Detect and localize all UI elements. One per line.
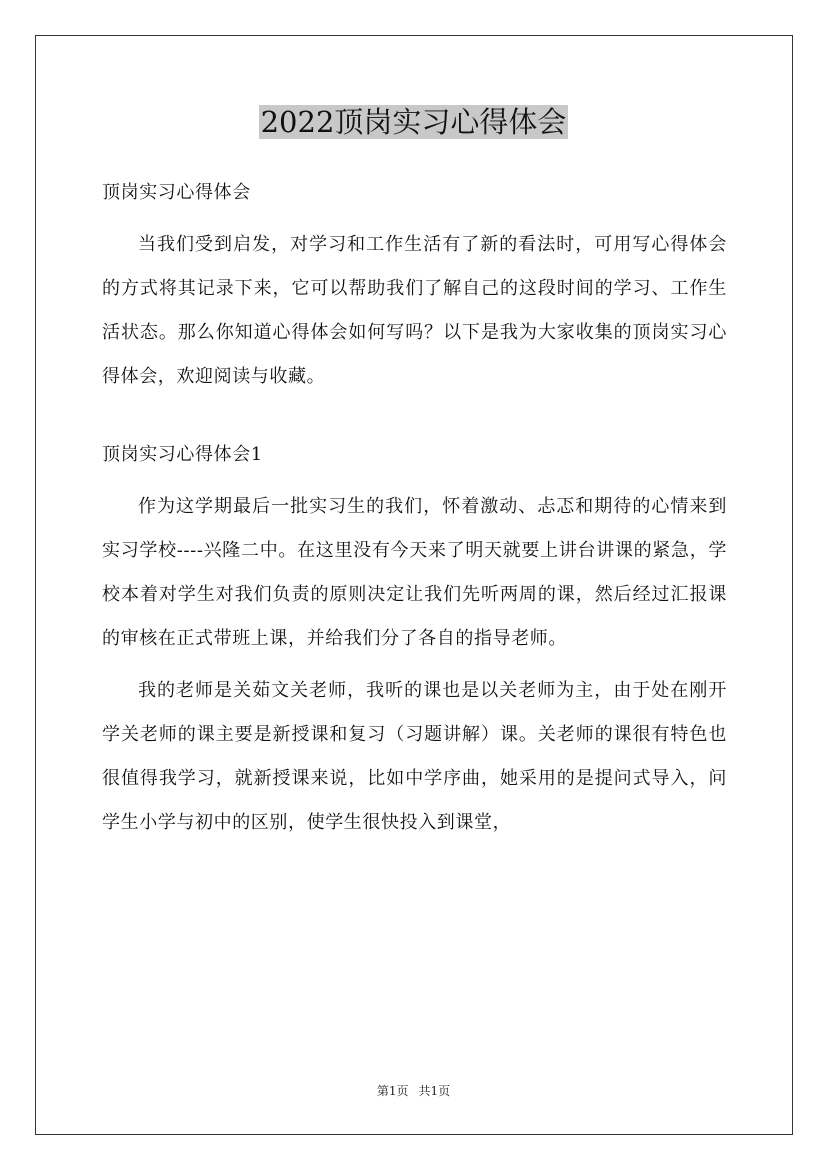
page-number-current: 第1页: [376, 1084, 409, 1098]
section1-paragraph-1: 作为这学期最后一批实习生的我们，怀着激动、忐忑和期待的心情来到实习学校----兴隆二中。在这里没有今天来了明天就要上讲台讲课的紧急，学校本着对学生对我们负责的原则决定让我们先听两周的课，然后经过汇报课的审核在正式带班上课，并给我们分了各自的指导老师。: [102, 496, 727, 649]
intro-paragraph: 当我们受到启发，对学习和工作生活有了新的看法时，可用写心得体会的方式将其记录下来，它可以帮助我们了解自己的这段时间的学习、工作生活状态。那么你知道心得体会如何写吗？以下是我为大家收集的顶岗实习心得体会，欢迎阅读与收藏。: [102, 234, 727, 387]
page-number-total: 共1页: [418, 1084, 451, 1098]
document-title: [0, 101, 827, 143]
page-footer: [0, 1082, 827, 1100]
spacer: [102, 399, 727, 433]
intro-heading: 顶岗实习心得体会: [102, 182, 251, 203]
document-title-text: 2022顶岗实习心得体会: [260, 105, 567, 139]
document-body: [102, 171, 727, 845]
section1-paragraph-2: 我的老师是关茹文关老师，我听的课也是以关老师为主，由于处在刚开学关老师的课主要是新授课和复习（习题讲解）课。关老师的课很有特色也很值得我学习，就新授课来说，比如中学序曲，她采用的是提问式导入，问学生小学与初中的区别，使学生很快投入到课堂，: [102, 680, 727, 833]
section1-heading: 顶岗实习心得体会1: [102, 444, 263, 465]
